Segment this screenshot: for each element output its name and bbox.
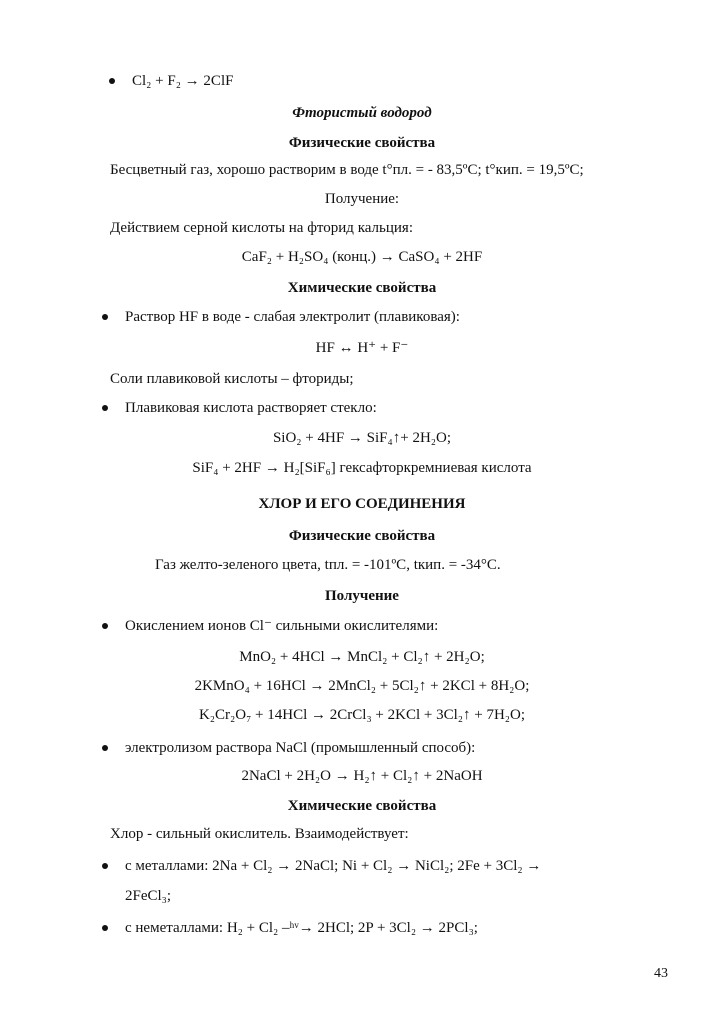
equation: SiO₂ + 4HF → SiF₄↑+ 2H₂O; xyxy=(272,430,452,446)
list-item: электролизом раствора NaCl (промышленный способ): xyxy=(125,740,476,756)
bullet-icon xyxy=(102,925,108,931)
equation: 2KMnO₄ + 16HCl → 2MnCl₂ + 5Cl₂↑ + 2KCl + 8H₂O; xyxy=(194,678,530,694)
bullet-icon xyxy=(102,314,108,320)
equation: SiF₄ + 2HF → H₂[SiF₆] гексафторкремниевая кислота xyxy=(192,460,532,476)
chapter-heading: ХЛОР И ЕГО СОЕДИНЕНИЯ xyxy=(258,496,466,512)
equation: HF ↔ H⁺ + F⁻ xyxy=(315,340,409,356)
bullet-icon xyxy=(102,863,108,869)
bullet-icon xyxy=(102,405,108,411)
subsection-heading: Химические свойства xyxy=(287,798,437,814)
list-item: Окислением ионов Cl⁻ сильными окислителями: xyxy=(125,618,439,634)
paragraph: Соли плавиковой кислоты – фториды; xyxy=(110,371,354,387)
equation: 2NaCl + 2H₂O → H₂↑ + Cl₂↑ + 2NaOH xyxy=(241,768,483,784)
subsection-heading: Получение: xyxy=(324,191,400,207)
equation: K₂Cr₂O₇ + 14HCl → 2CrCl₃ + 2KCl + 3Cl₂↑ + 7H₂O; xyxy=(198,707,526,723)
list-item: с неметаллами: H₂ + Cl₂ –ʰᵛ→ 2HCl; 2P + 3Cl₂ → 2PCl₃; xyxy=(125,920,478,936)
page-number: 43 xyxy=(654,966,668,981)
paragraph: Газ желто-зеленого цвета, tпл. = -101ºС, tкип. = -34°С. xyxy=(155,557,501,573)
paragraph: Бесцветный газ, хорошо растворим в воде t°пл. = - 83,5ºС; t°кип. = 19,5ºС; xyxy=(110,162,584,178)
subsection-heading: Физические свойства xyxy=(288,135,436,151)
list-item: Плавиковая кислота растворяет стекло: xyxy=(125,400,377,416)
equation: MnO₂ + 4HCl → MnCl₂ + Cl₂↑ + 2H₂O; xyxy=(239,649,485,665)
paragraph: Действием серной кислоты на фторид кальция: xyxy=(110,220,413,236)
bullet-icon xyxy=(102,623,108,629)
subsection-heading: Физические свойства xyxy=(288,528,436,544)
equation: CaF₂ + H₂SO₄ (конц.) → CaSO₄ + 2HF xyxy=(241,249,483,265)
bullet-icon xyxy=(109,78,115,84)
reaction-cl2-f2: Cl₂ + F₂ → 2ClF xyxy=(132,73,234,89)
list-item: Раствор HF в воде - слабая электролит (плавиковая): xyxy=(125,309,460,325)
paragraph: Хлор - сильный окислитель. Взаимодействует: xyxy=(110,826,409,842)
subsection-heading: Получение xyxy=(325,588,399,604)
section-heading: Фтористый водород xyxy=(292,105,432,121)
list-item: с металлами: 2Na + Cl₂ → 2NaCl; Ni + Cl₂ → NiCl₂; 2Fe + 3Cl₂ → xyxy=(125,858,542,874)
subsection-heading: Химические свойства xyxy=(287,280,437,296)
bullet-icon xyxy=(102,745,108,751)
list-item-continuation: 2FeCl₃; xyxy=(125,888,172,904)
